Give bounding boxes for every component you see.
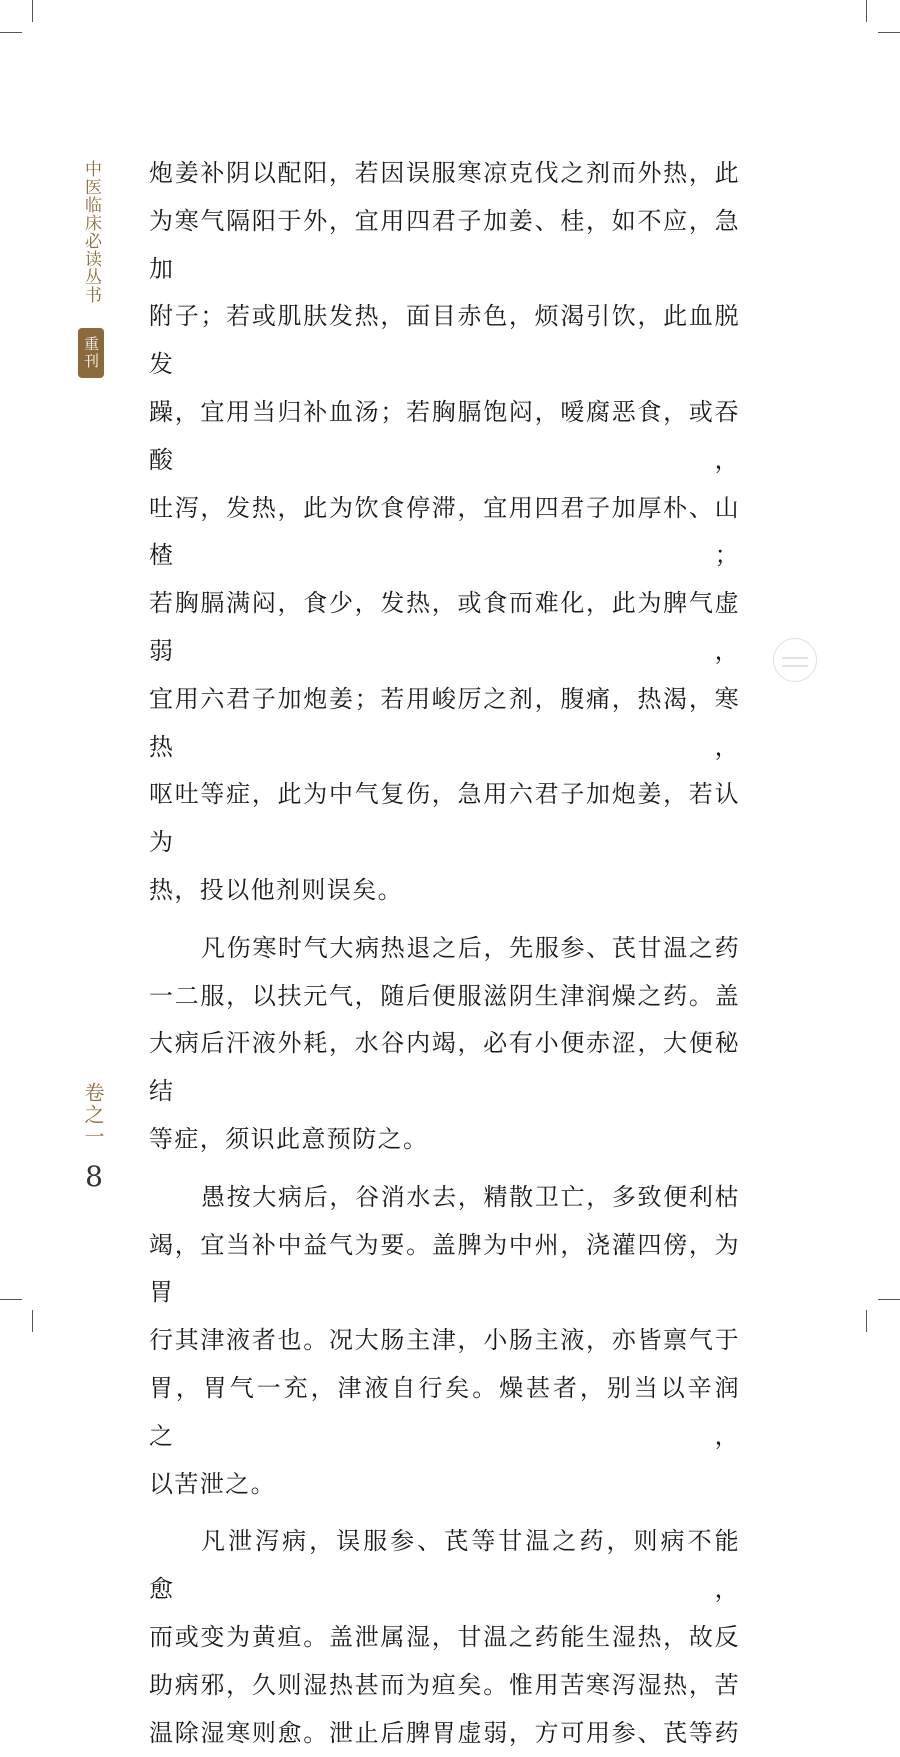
text-line: 宜用六君子加炮姜；若用峻厉之剂，腹痛，热渴，寒热， — [149, 676, 740, 772]
text-line: 竭，宜当补中益气为要。盖脾为中州，浇灌四傍，为胃 — [149, 1222, 740, 1318]
series-title: 中医临床必读丛书 — [80, 160, 102, 304]
text-line: 而或变为黄疸。盖泄属湿，甘温之药能生湿热，故反 — [149, 1614, 740, 1662]
page-number: 8 — [78, 1160, 110, 1193]
text-line: 行其津液者也。况大肠主津，小肠主液，亦皆禀气于 — [149, 1317, 740, 1365]
trim-mark-top-left-h — [0, 32, 22, 33]
text-line: 一二服，以扶元气，随后便服滋阴生津润燥之药。盖 — [149, 973, 740, 1021]
text-line: 胃，胃气一充，津液自行矣。燥甚者，别当以辛润之， — [149, 1365, 740, 1461]
text-line: 躁，宜用当归补血汤；若胸膈饱闷，嗳腐恶食，或吞酸， — [149, 389, 740, 485]
text-line: 凡伤寒时气大病热退之后，先服参、芪甘温之药 — [149, 925, 740, 973]
text-line: 吐泻，发热，此为饮食停滞，宜用四君子加厚朴、山楂； — [149, 485, 740, 581]
text-line: 热，投以他剂则误矣。 — [149, 867, 740, 915]
body-text — [149, 150, 740, 1757]
trim-mark-top-right-h — [878, 32, 900, 33]
text-line: 凡泄泻病，误服参、芪等甘温之药，则病不能愈， — [149, 1518, 740, 1614]
reprint-seal: 重刊 — [78, 328, 104, 378]
text-line: 若胸膈满闷，食少，发热，或食而难化，此为脾气虚弱， — [149, 580, 740, 676]
chapter-label: 卷之一 — [80, 1082, 106, 1148]
text-line: 助病邪，久则湿热甚而为疸矣。惟用苦寒泻湿热，苦 — [149, 1662, 740, 1710]
trim-mark-top-left — [32, 0, 33, 22]
trim-mark-bottom-right — [866, 1310, 867, 1332]
trim-mark-top-right — [866, 0, 867, 22]
paragraph — [149, 1174, 740, 1509]
text-line: 以苦泄之。 — [149, 1461, 740, 1509]
publisher-watermark-icon — [773, 638, 817, 682]
text-line: 炮姜补阴以配阳，若因误服寒凉克伐之剂而外热，此 — [149, 150, 740, 198]
text-line: 温除湿寒则愈。泄止后脾胃虚弱，方可用参、芪等药 — [149, 1710, 740, 1757]
text-line: 呕吐等症，此为中气复伤，急用六君子加炮姜，若认为 — [149, 771, 740, 867]
trim-mark-bottom-left-h — [0, 1299, 22, 1300]
paragraph — [149, 1518, 740, 1757]
text-line: 为寒气隔阳于外，宜用四君子加姜、桂，如不应，急加 — [149, 198, 740, 294]
paragraph — [149, 925, 740, 1164]
trim-mark-bottom-left — [32, 1310, 33, 1332]
text-line: 等症，须识此意预防之。 — [149, 1116, 740, 1164]
text-line: 大病后汗液外耗，水谷内竭，必有小便赤涩，大便秘结 — [149, 1020, 740, 1116]
text-line: 愚按大病后，谷消水去，精散卫亡，多致便利枯 — [149, 1174, 740, 1222]
paragraph — [149, 150, 740, 915]
trim-mark-bottom-right-h — [878, 1299, 900, 1300]
text-line: 附子；若或肌肤发热，面目赤色，烦渴引饮，此血脱发 — [149, 293, 740, 389]
